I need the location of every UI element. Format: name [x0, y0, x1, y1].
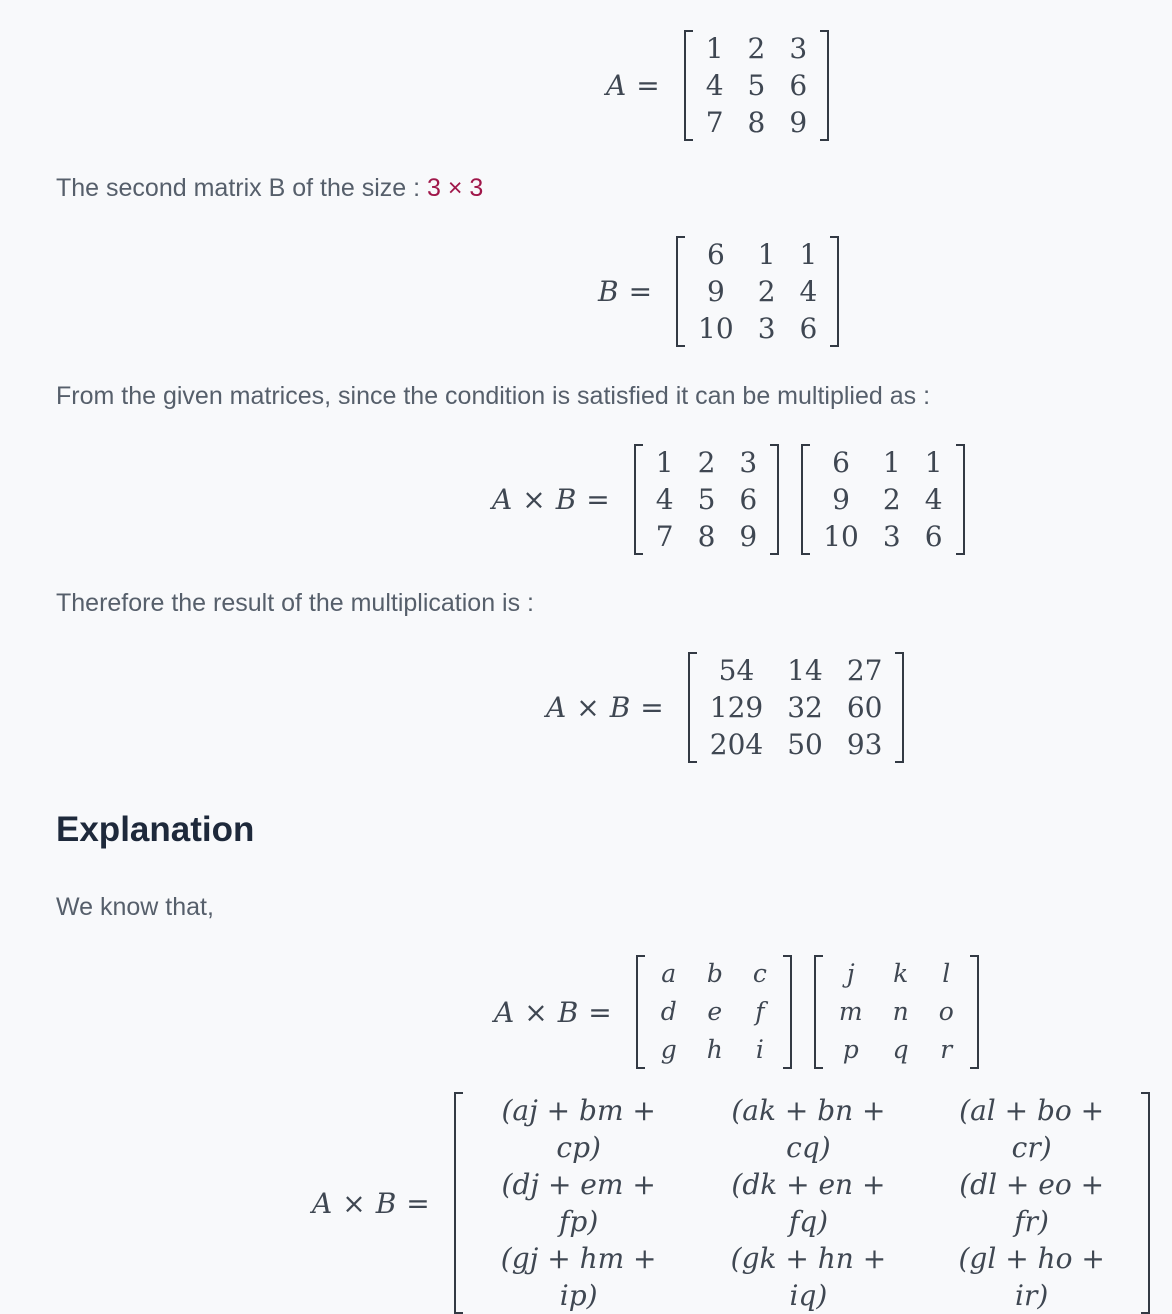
- matrix-cell: 1: [882, 446, 901, 479]
- b-size-value: 3 × 3: [427, 174, 484, 202]
- condition-text: From the given matrices, since the condition is satisfied it can be multiplied as :: [56, 382, 931, 410]
- matrix-cell: 8: [697, 520, 716, 553]
- matrix-cell: 6: [832, 446, 850, 479]
- matrix-cell: 7: [655, 520, 674, 553]
- product-lhs: A × B =: [492, 483, 610, 516]
- matrix-b: [676, 236, 839, 347]
- matrix-cell: 9: [832, 483, 850, 516]
- matrix-row: [686, 310, 829, 347]
- matrix-cell: 5: [747, 69, 766, 102]
- result-matrix: [688, 652, 905, 763]
- matrix-cell: b: [706, 959, 723, 988]
- matrix-cell: 6: [789, 69, 808, 102]
- matrix-cell: (dj + em + fp): [501, 1168, 656, 1238]
- matrix-row: [811, 481, 954, 518]
- matrix-row: [811, 444, 954, 481]
- matrix-cell: 10: [698, 312, 734, 345]
- matrix-cell: 14: [787, 654, 823, 687]
- matrix-cell: 6: [706, 238, 725, 271]
- matrix-row: [698, 726, 895, 763]
- know-text: We know that,: [56, 893, 214, 921]
- result-text: Therefore the result of the multiplication is :: [56, 589, 535, 617]
- matrix-cell: 2: [747, 32, 766, 65]
- matrix-b-equation: [598, 236, 861, 347]
- matrix-cell: 4: [924, 483, 943, 516]
- matrix-cell: 9: [706, 275, 725, 308]
- matrix-cell: 4: [705, 69, 724, 102]
- matrix-cell: 5: [697, 483, 716, 516]
- matrix-row: [464, 1240, 1140, 1314]
- matrix-cell: (ak + bn + cq): [731, 1094, 886, 1164]
- matrix-row: [811, 518, 954, 555]
- matrix-cell: 3: [789, 32, 808, 65]
- matrix-cell: 129: [709, 691, 764, 724]
- matrix-row: [646, 955, 782, 993]
- matrix-cell: 9: [739, 520, 758, 553]
- matrix-cell: 7: [705, 106, 724, 139]
- result-equation: [546, 652, 926, 763]
- matrix-cell: (al + bo + cr): [959, 1094, 1105, 1164]
- matrix-cell: (gk + hn + iq): [730, 1242, 887, 1312]
- matrix-cell: 6: [739, 483, 758, 516]
- matrix-cell: 1: [655, 446, 674, 479]
- matrix-cell: 2: [757, 275, 776, 308]
- matrix-cell: 50: [787, 728, 823, 761]
- matrix-row: [686, 236, 829, 273]
- matrix-cell: 2: [697, 446, 716, 479]
- matrix-row: [824, 993, 969, 1031]
- matrix-cell: 27: [846, 654, 883, 687]
- matrix-row: [644, 518, 769, 555]
- general-matrix-a: [636, 955, 792, 1069]
- general-matrix-b: [814, 955, 979, 1069]
- matrix-cell: f: [755, 997, 765, 1026]
- matrix-row: [694, 30, 819, 67]
- matrix-cell: 4: [655, 483, 674, 516]
- general-lhs: A × B =: [494, 995, 612, 1029]
- matrix-cell: e: [707, 997, 723, 1026]
- matrix-row: [824, 955, 969, 993]
- matrix-cell: 2: [882, 483, 901, 516]
- matrix-cell: 1: [799, 238, 818, 271]
- matrix-cell: 6: [924, 520, 943, 553]
- matrix-cell: 3: [757, 312, 776, 345]
- matrix-row: [464, 1166, 1140, 1240]
- matrix-cell: g: [660, 1035, 677, 1064]
- matrix-cell: 8: [747, 106, 766, 139]
- matrix-cell: 10: [823, 520, 859, 553]
- matrix-cell: h: [706, 1035, 723, 1064]
- matrix-cell: 1: [924, 446, 943, 479]
- matrix-a: [684, 30, 829, 141]
- matrix-cell: (aj + bm + cp): [501, 1094, 656, 1164]
- matrix-cell: 3: [882, 520, 901, 553]
- matrix-cell: 4: [799, 275, 818, 308]
- matrix-cell: a: [661, 959, 677, 988]
- matrix-row: [644, 444, 769, 481]
- matrix-row: [698, 652, 895, 689]
- matrix-row: [698, 689, 895, 726]
- result-lhs: A × B =: [546, 691, 664, 724]
- matrix-row: [686, 273, 829, 310]
- matrix-cell: o: [938, 997, 954, 1026]
- general-equation: [494, 955, 1001, 1069]
- matrix-cell: p: [842, 1035, 859, 1064]
- matrix-cell: 60: [846, 691, 883, 724]
- matrix-cell: d: [660, 997, 677, 1026]
- matrix-cell: 9: [789, 106, 808, 139]
- matrix-cell: 6: [799, 312, 818, 345]
- explanation-heading: Explanation: [56, 810, 255, 849]
- matrix-b-lhs: B =: [598, 275, 653, 308]
- b-size-text: The second matrix B of the size : 3 × 3: [56, 174, 484, 202]
- matrix-a-lhs: A =: [606, 69, 660, 102]
- general-product-matrix: [454, 1092, 1150, 1314]
- matrix-cell: (dk + en + fq): [731, 1168, 886, 1238]
- matrix-row: [824, 1031, 969, 1069]
- product-matrix-b: [801, 444, 964, 555]
- product-equation: [492, 444, 987, 555]
- matrix-row: [464, 1092, 1140, 1166]
- matrix-cell: (gl + ho + ir): [958, 1242, 1105, 1312]
- general-product-lhs: A × B =: [312, 1186, 430, 1220]
- matrix-row: [694, 104, 819, 141]
- matrix-cell: r: [940, 1035, 953, 1064]
- matrix-cell: 93: [846, 728, 883, 761]
- general-product-equation: [312, 1092, 1172, 1314]
- matrix-cell: 204: [709, 728, 764, 761]
- matrix-cell: c: [752, 959, 767, 988]
- matrix-cell: (gj + hm + ip): [500, 1242, 657, 1312]
- matrix-row: [694, 67, 819, 104]
- matrix-cell: j: [846, 959, 855, 988]
- matrix-cell: l: [942, 959, 951, 988]
- matrix-cell: 32: [787, 691, 823, 724]
- matrix-row: [644, 481, 769, 518]
- matrix-cell: k: [893, 959, 909, 988]
- matrix-cell: 1: [705, 32, 724, 65]
- matrix-a-equation: [606, 30, 851, 141]
- matrix-cell: (dl + eo + fr): [959, 1168, 1105, 1238]
- matrix-cell: n: [892, 997, 909, 1026]
- matrix-cell: 1: [757, 238, 776, 271]
- matrix-cell: 54: [718, 654, 755, 687]
- product-matrix-a: [634, 444, 779, 555]
- matrix-row: [646, 993, 782, 1031]
- matrix-cell: 3: [739, 446, 758, 479]
- matrix-row: [646, 1031, 782, 1069]
- matrix-cell: m: [838, 997, 863, 1026]
- matrix-cell: q: [892, 1035, 909, 1064]
- matrix-cell: i: [755, 1035, 764, 1064]
